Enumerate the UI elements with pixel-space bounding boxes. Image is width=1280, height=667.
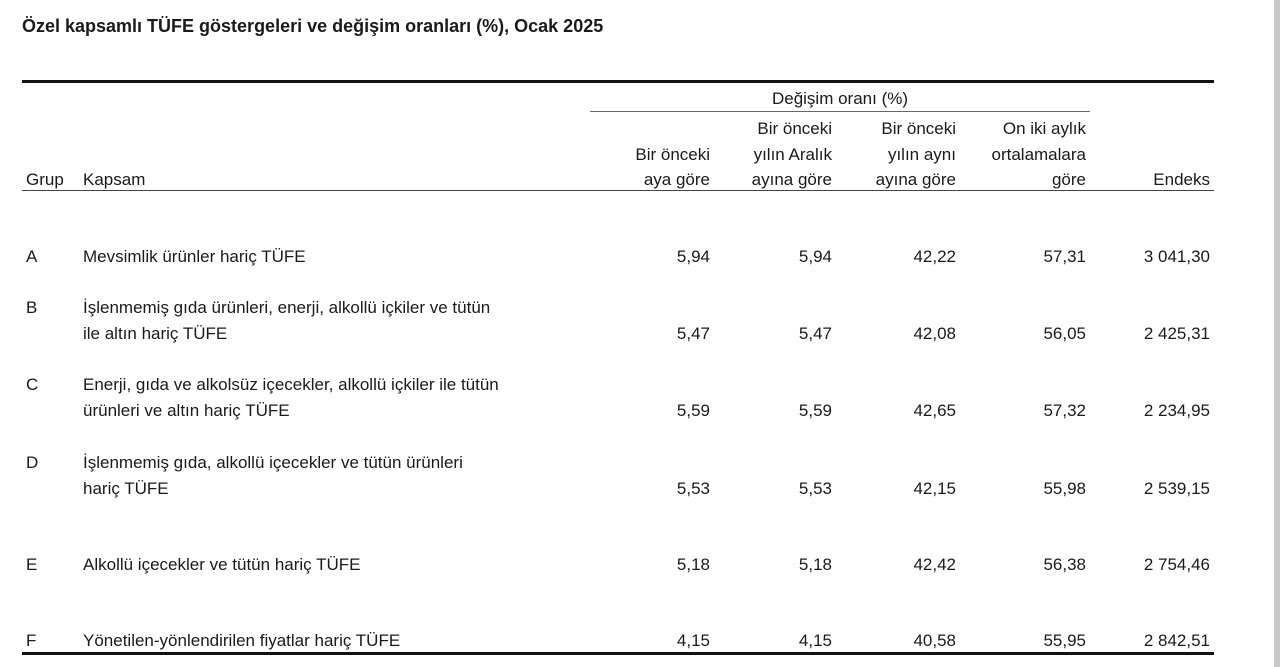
row-d-kapsam-line1: İşlenmemiş gıda, alkollü içecekler ve tütün ürünleri <box>83 453 463 472</box>
row-a-kapsam: Mevsimlik ürünler hariç TÜFE <box>83 247 306 266</box>
row-c-grup: C <box>26 375 39 394</box>
row-c-kapsam-line1: Enerji, gıda ve alkolsüz içecekler, alkollü içkiler ile tütün <box>83 375 499 394</box>
row-b-grup: B <box>26 298 38 317</box>
row-d-c3: 42,15 <box>913 479 956 498</box>
row-e-c4: 56,38 <box>1043 555 1086 574</box>
group-header-rule <box>590 111 1090 112</box>
row-f-kapsam: Yönetilen-yönlendirilen fiyatlar hariç TÜFE <box>83 631 401 650</box>
row-b-c2: 5,47 <box>798 324 832 343</box>
row-e-grup: E <box>26 555 38 574</box>
row-d-kapsam-line2: hariç TÜFE <box>83 479 169 498</box>
row-b-kapsam-line2: ile altın hariç TÜFE <box>83 324 228 343</box>
header-c2-line3: ayına göre <box>751 170 832 189</box>
header-c2-line2: yılın Aralık <box>753 145 832 164</box>
row-d-endeks: 2 539,15 <box>1143 479 1210 498</box>
row-b-endeks: 2 425,31 <box>1143 324 1210 343</box>
row-b-kapsam-line1: İşlenmemiş gıda ürünleri, enerji, alkollü içkiler ve tütün <box>83 298 491 317</box>
page-edge <box>1274 0 1280 667</box>
row-c-c3: 42,65 <box>913 401 956 420</box>
row-e-kapsam: Alkollü içecekler ve tütün hariç TÜFE <box>83 555 361 574</box>
row-d-c1: 5,53 <box>676 479 710 498</box>
row-f-c2: 4,15 <box>798 631 832 650</box>
row-a-grup: A <box>26 247 38 266</box>
row-d-c4: 55,98 <box>1043 479 1086 498</box>
header-c4-line2: ortalamalara <box>991 145 1086 164</box>
row-a-endeks: 3 041,30 <box>1143 247 1210 266</box>
row-c-c2: 5,59 <box>798 401 832 420</box>
page-title: Özel kapsamlı TÜFE göstergeleri ve değişim oranları (%), Ocak 2025 <box>22 16 604 36</box>
table-top-rule <box>22 80 1214 83</box>
row-b-c3: 42,08 <box>913 324 956 343</box>
group-header-change-rate: Değişim oranı (%) <box>771 89 909 108</box>
header-c4-line3: göre <box>1051 170 1086 189</box>
row-d-grup: D <box>26 453 39 472</box>
header-c2-line1: Bir önceki <box>757 119 832 138</box>
header-endeks: Endeks <box>1153 170 1210 189</box>
row-c-endeks: 2 234,95 <box>1143 401 1210 420</box>
row-c-c4: 57,32 <box>1043 401 1086 420</box>
header-c1-line1: Bir önceki <box>635 145 710 164</box>
header-c3-line1: Bir önceki <box>881 119 956 138</box>
row-e-c3: 42,42 <box>913 555 956 574</box>
row-f-c3: 40,58 <box>913 631 956 650</box>
row-a-c2: 5,94 <box>798 247 832 266</box>
header-grup: Grup <box>26 170 64 189</box>
row-b-c4: 56,05 <box>1043 324 1086 343</box>
row-f-c1: 4,15 <box>676 631 710 650</box>
header-kapsam: Kapsam <box>83 170 146 189</box>
row-e-c1: 5,18 <box>676 555 710 574</box>
row-a-c4: 57,31 <box>1043 247 1086 266</box>
row-a-c3: 42,22 <box>913 247 956 266</box>
row-d-c2: 5,53 <box>798 479 832 498</box>
row-c-kapsam-line2: ürünleri ve altın hariç TÜFE <box>83 401 290 420</box>
row-c-c1: 5,59 <box>676 401 710 420</box>
table-header-rule <box>22 190 1214 191</box>
row-f-grup: F <box>26 631 37 650</box>
row-f-endeks: 2 842,51 <box>1143 631 1210 650</box>
row-b-c1: 5,47 <box>676 324 710 343</box>
header-c3-line3: ayına göre <box>875 170 956 189</box>
row-a-c1: 5,94 <box>676 247 710 266</box>
row-e-c2: 5,18 <box>798 555 832 574</box>
row-f-c4: 55,95 <box>1043 631 1086 650</box>
header-c1-line2: aya göre <box>643 170 710 189</box>
row-e-endeks: 2 754,46 <box>1143 555 1210 574</box>
table-bottom-rule <box>22 652 1214 655</box>
header-c4-line1: On iki aylık <box>1002 119 1086 138</box>
header-c3-line2: yılın aynı <box>887 145 956 164</box>
